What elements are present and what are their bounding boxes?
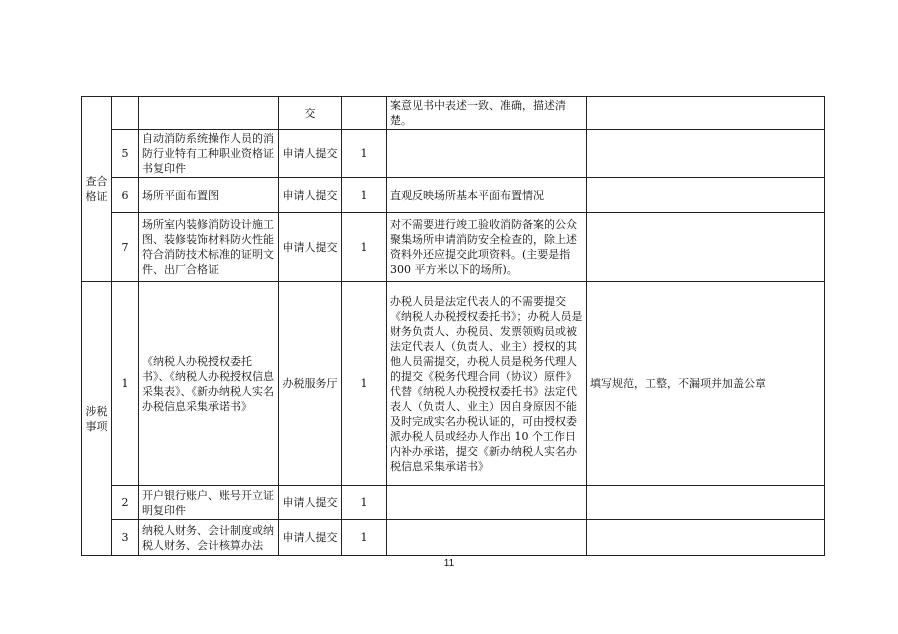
table-row: [82, 178, 825, 213]
note-cell: [587, 97, 825, 130]
source-cell: 申请人提交: [279, 213, 342, 282]
requirement-cell: [387, 130, 587, 178]
table-row: [82, 213, 825, 282]
count-cell: 1: [342, 520, 387, 556]
count-cell: 1: [342, 130, 387, 178]
page-number: 11: [443, 558, 455, 569]
category-cell: 查合格证: [82, 97, 112, 282]
number-cell: 6: [112, 178, 139, 213]
number-cell: [112, 97, 139, 130]
count-cell: 1: [342, 282, 387, 486]
requirement-cell: [387, 486, 587, 520]
table-row: [82, 520, 825, 556]
requirement-cell: 对不需要进行竣工验收消防备案的公众聚集场所申请消防安全检查的，除上述资料外还应提交此项资料。(主要是指 300 平方米以下的场所)。: [387, 213, 587, 282]
requirement-cell: 直观反映场所基本平面布置情况: [387, 178, 587, 213]
count-cell: 1: [342, 213, 387, 282]
number-cell: 3: [112, 520, 139, 556]
requirement-cell: 办税人员是法定代表人的不需要提交《纳税人办税授权委托书》；办税人员是财务负责人、办税员、发票领购员或被法定代表人（负责人、业主）授权的其他人员需提交，办税人员是税务代理人的提交《税务代理合同（协议）原件》代替《纳税人办税授权委托书》法定代表人（负责人、业主）因自身原因不能及时完成实名办税认证的，可由授权委派办税人员或经办人作出 10 个工作日内补办承诺，提交《新办纳税人实名办税信息采集承诺书》: [387, 282, 587, 486]
count-cell: 1: [342, 486, 387, 520]
number-cell: 7: [112, 213, 139, 282]
requirement-cell: 案意见书中表述一致、准确，描述清楚。: [387, 97, 587, 130]
note-cell: [587, 130, 825, 178]
source-cell: 办税服务厅: [279, 282, 342, 486]
requirements-table: [81, 96, 825, 556]
note-cell: [587, 486, 825, 520]
material-name-cell: 开户银行账户、账号开立证明复印件: [139, 486, 279, 520]
requirement-cell: [387, 520, 587, 556]
count-cell: [342, 97, 387, 130]
source-cell: 交: [279, 97, 342, 130]
count-cell: 1: [342, 178, 387, 213]
material-name-cell: 场所室内装修消防设计施工图、装修装饰材料防火性能符合消防技术标准的证明文件、出厂合格证: [139, 213, 279, 282]
source-cell: 申请人提交: [279, 486, 342, 520]
material-name-cell: [139, 97, 279, 130]
note-cell: [587, 178, 825, 213]
material-name-cell: 自动消防系统操作人员的消防行业特有工种职业资格证书复印件: [139, 130, 279, 178]
material-name-cell: 《纳税人办税授权委托书》、《纳税人办税授权信息采集表》、《新办纳税人实名办税信息采集承诺书》: [139, 282, 279, 486]
note-cell: [587, 213, 825, 282]
source-cell: 申请人提交: [279, 130, 342, 178]
table-row: [82, 486, 825, 520]
source-cell: 申请人提交: [279, 520, 342, 556]
number-cell: 2: [112, 486, 139, 520]
number-cell: 1: [112, 282, 139, 486]
category-cell: 涉税事项: [82, 282, 112, 556]
note-cell: 填写规范，工整，不漏项并加盖公章: [587, 282, 825, 486]
table-row: [82, 282, 825, 486]
note-cell: [587, 520, 825, 556]
table-row: [82, 130, 825, 178]
table-row: [82, 97, 825, 130]
material-name-cell: 场所平面布置图: [139, 178, 279, 213]
material-name-cell: 纳税人财务、会计制度或纳税人财务、会计核算办法: [139, 520, 279, 556]
number-cell: 5: [112, 130, 139, 178]
source-cell: 申请人提交: [279, 178, 342, 213]
